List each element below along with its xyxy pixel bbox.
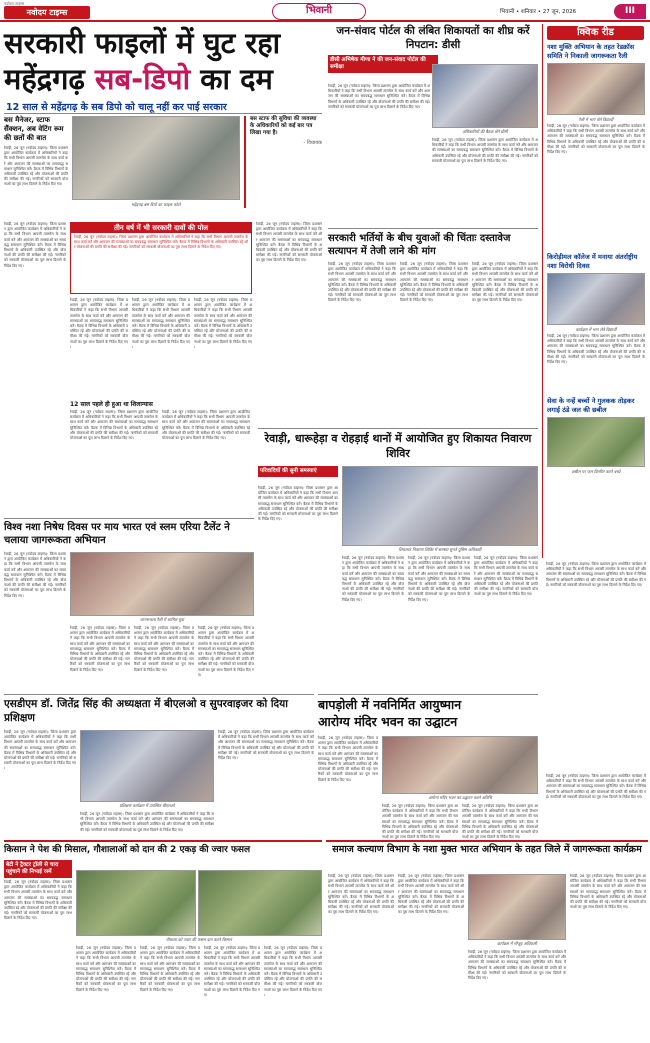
- quick-read-sidebar: [542, 24, 648, 558]
- dateline-date: 27 जून, 2026: [542, 9, 577, 15]
- tobacco-caption: जागरूकता रैली में शामिल युवा: [139, 617, 185, 622]
- camps-body-col3: रेवाड़ी, 26 जून (नवोदय टाइम्स): जिला प्रशासन द्वारा आयोजित कार्यक्रम में अधिकारियों ने कहा कि सभी विभाग आपसी तालमेल के साथ कार्य करें और आमजन की समस्याओं का समयबद्ध समाधान सुनिश्चित करें। बैठक में विभिन्न विभागों के अधिकारी उपस्थित रहे और योजनाओं की प्रगति की समीक्षा की गई। नागरिकों को सरकारी योजनाओं का पूरा लाभ दिलाने के निर्देश दिए गए।: [408, 556, 470, 602]
- aarogya-caption: आरोग्य मंदिर भवन का उद्घाटन करते अतिथि: [428, 795, 492, 800]
- youth-body-col2: रेवाड़ी, 26 जून (नवोदय टाइम्स): जिला प्रशासन द्वारा आयोजित कार्यक्रम में अधिकारियों ने कहा कि सभी विभाग आपसी तालमेल के साथ कार्य करें और आमजन की समस्याओं का समयबद्ध समाधान सुनिश्चित करें। बैठक में विभिन्न विभागों के अधिकारी उपस्थित रहे और योजनाओं की प्रगति की समीक्षा की गई। नागरिकों को सरकारी योजनाओं का पूरा लाभ दिलाने के निर्देश दिए गए।: [400, 262, 468, 303]
- sdm-body-col3: रेवाड़ी, 26 जून (नवोदय टाइम्स): जिला प्रशासन द्वारा आयोजित कार्यक्रम में अधिकारियों ने कहा कि सभी विभाग आपसी तालमेल के साथ कार्य करें और आमजन की समस्याओं का समयबद्ध समाधान सुनिश्चित करें। बैठक में विभिन्न विभागों के अधिकारी उपस्थित रहे और योजनाओं की प्रगति की समीक्षा की गई। नागरिकों को सरकारी योजनाओं का पूरा लाभ दिलाने के निर्देश दिए गए।: [218, 730, 314, 761]
- quick-read-item1-caption: रैली में भाग लेते विद्यार्थी: [578, 117, 614, 122]
- paper-name: नवोदय टाइम्स: [26, 8, 68, 17]
- lead-headline-line2: [4, 62, 322, 96]
- paper-name-badge: [4, 6, 90, 19]
- lead-body-col6: रेवाड़ी, 26 जून (नवोदय टाइम्स): जिला प्रशासन द्वारा आयोजित कार्यक्रम में अधिकारियों ने कहा कि सभी विभाग आपसी तालमेल के साथ कार्य करें और आमजन की समस्याओं का समयबद्ध समाधान सुनिश्चित करें। बैठक में विभिन्न विभागों के अधिकारी उपस्थित रहे और योजनाओं की प्रगति की समीक्षा की गई। नागरिकों को सरकारी योजनाओं का पूरा लाभ दिलाने के निर्देश दिए गए।: [162, 410, 250, 441]
- section-name-badge: [272, 3, 366, 20]
- camps-caption: शिकायत निवारण शिविर में समस्या सुनते पुलिस अधिकारी: [398, 547, 482, 552]
- lead-quote-box: [244, 116, 322, 208]
- farmer-body-col1: रेवाड़ी, 26 जून (नवोदय टाइम्स): जिला प्रशासन द्वारा आयोजित कार्यक्रम में अधिकारियों ने कहा कि सभी विभाग आपसी तालमेल के साथ कार्य करें और आमजन की समस्याओं का समयबद्ध समाधान सुनिश्चित करें। बैठक में विभिन्न विभागों के अधिकारी उपस्थित रहे और योजनाओं की प्रगति की समीक्षा की गई। नागरिकों को सरकारी योजनाओं का पूरा लाभ दिलाने के निर्देश दिए गए।: [4, 880, 72, 921]
- camps-photo: [342, 466, 538, 546]
- social-photo: [468, 874, 566, 940]
- social-body-col1: रेवाड़ी, 26 जून (नवोदय टाइम्स): जिला प्रशासन द्वारा आयोजित कार्यक्रम में अधिकारियों ने कहा कि सभी विभाग आपसी तालमेल के साथ कार्य करें और आमजन की समस्याओं का समयबद्ध समाधान सुनिश्चित करें। बैठक में विभिन्न विभागों के अधिकारी उपस्थित रहे और योजनाओं की प्रगति की समीक्षा की गई। नागरिकों को सरकारी योजनाओं का पूरा लाभ दिलाने के निर्देश दिए गए।: [328, 874, 394, 915]
- quick-read-item3-photo: [547, 417, 645, 467]
- lead-headline-place: महेंद्रगढ़: [4, 62, 85, 96]
- farmer-divider: [4, 840, 322, 842]
- aarogya-headline-line2: आरोग्य मंदिर भवन का उद्घाटन: [318, 714, 458, 729]
- camps-body-col1: रेवाड़ी, 26 जून (नवोदय टाइम्स): जिला प्रशासन द्वारा आयोजित कार्यक्रम में अधिकारियों ने कहा कि सभी विभाग आपसी तालमेल के साथ कार्य करें और आमजन की समस्याओं का समयबद्ध समाधान सुनिश्चित करें। बैठक में विभिन्न विभागों के अधिकारी उपस्थित रहे और योजनाओं की प्रगति की समीक्षा की गई। नागरिकों को सरकारी योजनाओं का पूरा लाभ दिलाने के निर्देश दिए गए।: [258, 486, 338, 522]
- top-label: नवोदय टाइम्स: [4, 1, 25, 6]
- quick-read-item3-caption: छबील पर जल वितरित करते बच्चे: [571, 469, 621, 474]
- youth-body-col1: रेवाड़ी, 26 जून (नवोदय टाइम्स): जिला प्रशासन द्वारा आयोजित कार्यक्रम में अधिकारियों ने कहा कि सभी विभाग आपसी तालमेल के साथ कार्य करें और आमजन की समस्याओं का समयबद्ध समाधान सुनिश्चित करें। बैठक में विभिन्न विभागों के अधिकारी उपस्थित रहे और योजनाओं की प्रगति की समीक्षा की गई। नागरिकों को सरकारी योजनाओं का पूरा लाभ दिलाने के निर्देश दिए गए।: [328, 262, 396, 303]
- quick-read-item1-photo: [547, 63, 645, 115]
- quick-read-item2-body: रेवाड़ी, 26 जून (नवोदय टाइम्स): जिला प्रशासन द्वारा आयोजित कार्यक्रम में अधिकारियों ने कहा कि सभी विभाग आपसी तालमेल के साथ कार्य करें और आमजन की समस्याओं का समयबद्ध समाधान सुनिश्चित करें। बैठक में विभिन्न विभागों के अधिकारी उपस्थित रहे और योजनाओं की प्रगति की समीक्षा की गई। नागरिकों को सरकारी योजनाओं का पूरा लाभ दिलाने के निर्देश दिए गए।: [547, 334, 645, 365]
- lead-body-col4: रेवाड़ी, 26 जून (नवोदय टाइम्स): जिला प्रशासन द्वारा आयोजित कार्यक्रम में अधिकारियों ने कहा कि सभी विभाग आपसी तालमेल के साथ कार्य करें और आमजन की समस्याओं का समयबद्ध समाधान सुनिश्चित करें। बैठक में विभिन्न विभागों के अधिकारी उपस्थित रहे और योजनाओं की प्रगति की समीक्षा की गई। नागरिकों को सरकारी योजनाओं का पूरा लाभ दिलाने के निर्देश दिए गए।: [194, 298, 252, 349]
- lead-body-col5: रेवाड़ी, 26 जून (नवोदय टाइम्स): जिला प्रशासन द्वारा आयोजित कार्यक्रम में अधिकारियों ने कहा कि सभी विभाग आपसी तालमेल के साथ कार्य करें और आमजन की समस्याओं का समयबद्ध समाधान सुनिश्चित करें। बैठक में विभिन्न विभागों के अधिकारी उपस्थित रहे और योजनाओं की प्रगति की समीक्षा की गई। नागरिकों को सरकारी योजनाओं का पूरा लाभ दिलाने के निर्देश दिए गए।: [70, 410, 158, 441]
- farmer-caption: गौशाला को ज्वार की फसल दान करते किसान: [165, 937, 233, 942]
- section-name: भिवानी: [306, 5, 332, 16]
- right-sidebar-body-lower: रेवाड़ी, 26 जून (नवोदय टाइम्स): जिला प्रशासन द्वारा आयोजित कार्यक्रम में अधिकारियों ने कहा कि सभी विभाग आपसी तालमेल के साथ कार्य करें और आमजन की समस्याओं का समयबद्ध समाधान सुनिश्चित करें। बैठक में विभिन्न विभागों के अधिकारी उपस्थित रहे और योजनाओं की प्रगति की समीक्षा की गई। नागरिकों को सरकारी योजनाओं का पूरा लाभ दिलाने के निर्देश दिए गए।: [546, 774, 646, 799]
- lead-photo-caption: महेंद्रगढ़ बस डिपो का फाइल फोटो: [131, 202, 181, 207]
- aarogya-body-col1: रेवाड़ी, 26 जून (नवोदय टाइम्स): जिला प्रशासन द्वारा आयोजित कार्यक्रम में अधिकारियों ने कहा कि सभी विभाग आपसी तालमेल के साथ कार्य करें और आमजन की समस्याओं का समयबद्ध समाधान सुनिश्चित करें। बैठक में विभिन्न विभागों के अधिकारी उपस्थित रहे और योजनाओं की प्रगति की समीक्षा की गई। नागरिकों को सरकारी योजनाओं का पूरा लाभ दिलाने के निर्देश दिए गए।: [318, 736, 378, 782]
- tobacco-body-col3: रेवाड़ी, 26 जून (नवोदय टाइम्स): जिला प्रशासन द्वारा आयोजित कार्यक्रम में अधिकारियों ने कहा कि सभी विभाग आपसी तालमेल के साथ कार्य करें और आमजन की समस्याओं का समयबद्ध समाधान सुनिश्चित करें। बैठक में विभिन्न विभागों के अधिकारी उपस्थित रहे और योजनाओं की प्रगति की समीक्षा की गई। नागरिकों को सरकारी योजनाओं का पूरा लाभ दिलाने के निर्देश दिए गए।: [134, 626, 194, 672]
- aarogya-photo: [382, 736, 538, 794]
- quick-read-item3-body: रेवाड़ी, 26 जून (नवोदय टाइम्स): जिला प्रशासन द्वारा आयोजित कार्यक्रम में अधिकारियों ने कहा कि सभी विभाग आपसी तालमेल के साथ कार्य करें और आमजन की समस्याओं का समयबद्ध समाधान सुनिश्चित करें। बैठक में विभिन्न विभागों के अधिकारी उपस्थित रहे और योजनाओं की प्रगति की समीक्षा की गई। नागरिकों को सरकारी योजनाओं का पूरा लाभ दिलाने के निर्देश दिए गए।: [546, 562, 646, 587]
- farmer-body-col2: रेवाड़ी, 26 जून (नवोदय टाइम्स): जिला प्रशासन द्वारा आयोजित कार्यक्रम में अधिकारियों ने कहा कि सभी विभाग आपसी तालमेल के साथ कार्य करें और आमजन की समस्याओं का समयबद्ध समाधान सुनिश्चित करें। बैठक में विभिन्न विभागों के अधिकारी उपस्थित रहे और योजनाओं की प्रगति की समीक्षा की गई। नागरिकों को सरकारी योजनाओं का पूरा लाभ दिलाने के निर्देश दिए गए।: [76, 946, 136, 992]
- tobacco-body-col4: रेवाड़ी, 26 जून (नवोदय टाइम्स): जिला प्रशासन द्वारा आयोजित कार्यक्रम में अधिकारियों ने कहा कि सभी विभाग आपसी तालमेल के साथ कार्य करें और आमजन की समस्याओं का समयबद्ध समाधान सुनिश्चित करें। बैठक में विभिन्न विभागों के अधिकारी उपस्थित रहे और योजनाओं की प्रगति की समीक्षा की गई। नागरिकों को सरकारी योजनाओं का पूरा लाभ दिलाने के निर्देश दिए गए।: [198, 626, 254, 677]
- lead-body-col1: रेवाड़ी, 26 जून (नवोदय टाइम्स): जिला प्रशासन द्वारा आयोजित कार्यक्रम में अधिकारियों ने कहा कि सभी विभाग आपसी तालमेल के साथ कार्य करें और आमजन की समस्याओं का समयबद्ध समाधान सुनिश्चित करें। बैठक में विभिन्न विभागों के अधिकारी उपस्थित रहे और योजनाओं की प्रगति की समीक्षा की गई। नागरिकों को सरकारी योजनाओं का पूरा लाभ दिलाने के निर्देश दिए गए।: [4, 222, 66, 268]
- farmer-photo-2: [198, 870, 322, 936]
- tobacco-body-col2: रेवाड़ी, 26 जून (नवोदय टाइम्स): जिला प्रशासन द्वारा आयोजित कार्यक्रम में अधिकारियों ने कहा कि सभी विभाग आपसी तालमेल के साथ कार्य करें और आमजन की समस्याओं का समयबद्ध समाधान सुनिश्चित करें। बैठक में विभिन्न विभागों के अधिकारी उपस्थित रहे और योजनाओं की प्रगति की समीक्षा की गई। नागरिकों को सरकारी योजनाओं का पूरा लाभ दिलाने के निर्देश दिए गए।: [70, 626, 130, 672]
- camps-divider: [258, 428, 538, 429]
- top-right-caption: अधिकारियों की बैठक लेते डीसी: [462, 129, 508, 134]
- lead-box-headline: तीन वर्ष में भी सरकारी दावों की पोल: [71, 223, 251, 233]
- lead-subhead: 12 साल से महेंद्रगढ़ के सब डिपो को चालू नहीं कर पाई सरकार: [6, 102, 227, 113]
- lead-quote-by: - विधायक: [303, 140, 322, 146]
- quick-read-item2-headline: किरोड़ीमल कॉलेज में मनाया अंतर्राष्ट्रीय नशा विरोधी दिवस: [547, 253, 638, 270]
- lead-box-subhead: 12 साल पहले ही हुआ था शिलान्यास: [70, 401, 153, 408]
- quick-read-item2-caption: कार्यक्रम में भाग लेते विद्यार्थी: [575, 327, 617, 332]
- masthead: [0, 0, 650, 22]
- lead-bullet: बस मैनेजर, स्टाफ सैंक्शन, अब वेटिंग रूम की छतों की बात: [4, 116, 64, 142]
- sdm-caption: प्रशिक्षण कार्यक्रम में उपस्थित बीएलओ: [119, 803, 175, 808]
- farmer-body-col5: रेवाड़ी, 26 जून (नवोदय टाइम्स): जिला प्रशासन द्वारा आयोजित कार्यक्रम में अधिकारियों ने कहा कि सभी विभाग आपसी तालमेल के साथ कार्य करें और आमजन की समस्याओं का समयबद्ध समाधान सुनिश्चित करें। बैठक में विभिन्न विभागों के अधिकारी उपस्थित रहे और योजनाओं की प्रगति की समीक्षा की गई। नागरिकों को सरकारी योजनाओं का पूरा लाभ दिलाने के निर्देश दिए गए।: [264, 946, 322, 997]
- top-right-body-col2: रेवाड़ी, 26 जून (नवोदय टाइम्स): जिला प्रशासन द्वारा आयोजित कार्यक्रम में अधिकारियों ने कहा कि सभी विभाग आपसी तालमेल के साथ कार्य करें और आमजन की समस्याओं का समयबद्ध समाधान सुनिश्चित करें। बैठक में विभिन्न विभागों के अधिकारी उपस्थित रहे और योजनाओं की प्रगति की समीक्षा की गई। नागरिकों को सरकारी योजनाओं का पूरा लाभ दिलाने के निर्देश दिए गए।: [432, 138, 538, 163]
- quick-read-item1-headline: नशा मुक्ति अभियान के तहत रेडक्रॉस समिति ने निकाली जागरूकता रैली: [547, 43, 635, 60]
- lead-box-body: रेवाड़ी, 26 जून (नवोदय टाइम्स): जिला प्रशासन द्वारा आयोजित कार्यक्रम में अधिकारियों ने कहा कि सभी विभाग आपसी तालमेल के साथ कार्य करें और आमजन की समस्याओं का समयबद्ध समाधान सुनिश्चित करें। बैठक में विभिन्न विभागों के अधिकारी उपस्थित रहे और योजनाओं की प्रगति की समीक्षा की गई। नागरिकों को सरकारी योजनाओं का पूरा लाभ दिलाने के निर्देश दिए गए।: [74, 235, 248, 250]
- lead-body-col2: रेवाड़ी, 26 जून (नवोदय टाइम्स): जिला प्रशासन द्वारा आयोजित कार्यक्रम में अधिकारियों ने कहा कि सभी विभाग आपसी तालमेल के साथ कार्य करें और आमजन की समस्याओं का समयबद्ध समाधान सुनिश्चित करें। बैठक में विभिन्न विभागों के अधिकारी उपस्थित रहे और योजनाओं की प्रगति की समीक्षा की गई। नागरिकों को सरकारी योजनाओं का पूरा लाभ दिलाने के निर्देश दिए गए।: [70, 298, 128, 349]
- lead-story: [4, 26, 322, 222]
- tobacco-body-col1: रेवाड़ी, 26 जून (नवोदय टाइम्स): जिला प्रशासन द्वारा आयोजित कार्यक्रम में अधिकारियों ने कहा कि सभी विभाग आपसी तालमेल के साथ कार्य करें और आमजन की समस्याओं का समयबद्ध समाधान सुनिश्चित करें। बैठक में विभिन्न विभागों के अधिकारी उपस्थित रहे और योजनाओं की प्रगति की समीक्षा की गई। नागरिकों को सरकारी योजनाओं का पूरा लाभ दिलाने के निर्देश दिए गए।: [4, 552, 66, 598]
- farmer-subhead: बेटी ने ट्रैक्टर ट्रॉली से चारा पहुंचाने की निभाई रस्में: [4, 860, 72, 878]
- camps-subhead: परिवादियों की सुनी समस्याएं: [258, 466, 338, 477]
- top-right-subhead: डीसी अभिषेक मीणा ने की जन-संवाद पोर्टल की समीक्षा: [328, 55, 438, 73]
- sdm-photo: [80, 730, 214, 802]
- sdm-body-col1: रेवाड़ी, 26 जून (नवोदय टाइम्स): जिला प्रशासन द्वारा आयोजित कार्यक्रम में अधिकारियों ने कहा कि सभी विभाग आपसी तालमेल के साथ कार्य करें और आमजन की समस्याओं का समयबद्ध समाधान सुनिश्चित करें। बैठक में विभिन्न विभागों के अधिकारी उपस्थित रहे और योजनाओं की प्रगति की समीक्षा की गई। नागरिकों को सरकारी योजनाओं का पूरा लाभ दिलाने के निर्देश दिए गए।: [4, 730, 77, 771]
- dateline-city: भिवानी: [500, 9, 515, 15]
- farmer-body-col3: रेवाड़ी, 26 जून (नवोदय टाइम्स): जिला प्रशासन द्वारा आयोजित कार्यक्रम में अधिकारियों ने कहा कि सभी विभाग आपसी तालमेल के साथ कार्य करें और आमजन की समस्याओं का समयबद्ध समाधान सुनिश्चित करें। बैठक में विभिन्न विभागों के अधिकारी उपस्थित रहे और योजनाओं की प्रगति की समीक्षा की गई। नागरिकों को सरकारी योजनाओं का पूरा लाभ दिलाने के निर्देश दिए गए।: [140, 946, 200, 992]
- youth-headline: सरकारी भर्तियों के बीच युवाओं की चिंताः दस्तावेज सत्यापन में तेजी लाने की मांग: [328, 233, 511, 257]
- aarogya-headline-line1: बापड़ोली में नवनिर्मित आयुष्मान: [318, 697, 462, 712]
- quick-read-title: क्विक रीड: [547, 26, 644, 40]
- top-right-photo: [432, 64, 538, 128]
- social-caption: कार्यक्रम में मौजूद अधिकारी: [497, 941, 537, 946]
- social-divider: [326, 840, 648, 842]
- lead-body-col7: रेवाड़ी, 26 जून (नवोदय टाइम्स): जिला प्रशासन द्वारा आयोजित कार्यक्रम में अधिकारियों ने कहा कि सभी विभाग आपसी तालमेल के साथ कार्य करें और आमजन की समस्याओं का समयबद्ध समाधान सुनिश्चित करें। बैठक में विभिन्न विभागों के अधिकारी उपस्थित रहे और योजनाओं की प्रगति की समीक्षा की गई। नागरिकों को सरकारी योजनाओं का पूरा लाभ दिलाने के निर्देश दिए गए।: [256, 222, 322, 263]
- top-right-body-col1: रेवाड़ी, 26 जून (नवोदय टाइम्स): जिला प्रशासन द्वारा आयोजित कार्यक्रम में अधिकारियों ने कहा कि सभी विभाग आपसी तालमेल के साथ कार्य करें और आमजन की समस्याओं का समयबद्ध समाधान सुनिश्चित करें। बैठक में विभिन्न विभागों के अधिकारी उपस्थित रहे और योजनाओं की प्रगति की समीक्षा की गई। नागरिकों को सरकारी योजनाओं का पूरा लाभ दिलाने के निर्देश दिए गए।: [328, 84, 430, 109]
- page-number-badge: [614, 4, 646, 19]
- social-headline: समाज कल्याण विभाग के नशा मुक्त भारत अभियान के तहत जिले में जागरूकता कार्यक्रम: [332, 844, 642, 855]
- tobacco-headline: विश्व नशा निषेध दिवस पर माय भारत एवं स्लम एरिया टैलेंट ने चलाया जागरूकता अभियान: [4, 522, 230, 546]
- youth-divider: [328, 228, 538, 229]
- quick-read-item1-body: रेवाड़ी, 26 जून (नवोदय टाइम्स): जिला प्रशासन द्वारा आयोजित कार्यक्रम में अधिकारियों ने कहा कि सभी विभाग आपसी तालमेल के साथ कार्य करें और आमजन की समस्याओं का समयबद्ध समाधान सुनिश्चित करें। बैठक में विभिन्न विभागों के अधिकारी उपस्थित रहे और योजनाओं की प्रगति की समीक्षा की गई। नागरिकों को सरकारी योजनाओं का पूरा लाभ दिलाने के निर्देश दिए गए।: [547, 124, 645, 155]
- youth-body-col3: रेवाड़ी, 26 जून (नवोदय टाइम्स): जिला प्रशासन द्वारा आयोजित कार्यक्रम में अधिकारियों ने कहा कि सभी विभाग आपसी तालमेल के साथ कार्य करें और आमजन की समस्याओं का समयबद्ध समाधान सुनिश्चित करें। बैठक में विभिन्न विभागों के अधिकारी उपस्थित रहे और योजनाओं की प्रगति की समीक्षा की गई। नागरिकों को सरकारी योजनाओं का पूरा लाभ दिलाने के निर्देश दिए गए।: [472, 262, 538, 303]
- social-body-col2: रेवाड़ी, 26 जून (नवोदय टाइम्स): जिला प्रशासन द्वारा आयोजित कार्यक्रम में अधिकारियों ने कहा कि सभी विभाग आपसी तालमेल के साथ कार्य करें और आमजन की समस्याओं का समयबद्ध समाधान सुनिश्चित करें। बैठक में विभिन्न विभागों के अधिकारी उपस्थित रहे और योजनाओं की प्रगति की समीक्षा की गई। नागरिकों को सरकारी योजनाओं का पूरा लाभ दिलाने के निर्देश दिए गए।: [398, 874, 464, 915]
- lead-bullet-box: [4, 116, 68, 220]
- lead-photo: [72, 116, 240, 200]
- page-number: III: [624, 6, 636, 16]
- lead-body-col3: रेवाड़ी, 26 जून (नवोदय टाइम्स): जिला प्रशासन द्वारा आयोजित कार्यक्रम में अधिकारियों ने कहा कि सभी विभाग आपसी तालमेल के साथ कार्य करें और आमजन की समस्याओं का समयबद्ध समाधान सुनिश्चित करें। बैठक में विभिन्न विभागों के अधिकारी उपस्थित रहे और योजनाओं की प्रगति की समीक्षा की गई। नागरिकों को सरकारी योजनाओं का पूरा लाभ दिलाने के निर्देश दिए गए।: [132, 298, 190, 349]
- lead-red-box: [70, 222, 252, 294]
- lead-headline-end: का दम: [200, 62, 273, 96]
- dateline-day: शनिवार: [521, 9, 536, 15]
- camps-body-col4: रेवाड़ी, 26 जून (नवोदय टाइम्स): जिला प्रशासन द्वारा आयोजित कार्यक्रम में अधिकारियों ने कहा कि सभी विभाग आपसी तालमेल के साथ कार्य करें और आमजन की समस्याओं का समयबद्ध समाधान सुनिश्चित करें। बैठक में विभिन्न विभागों के अधिकारी उपस्थित रहे और योजनाओं की प्रगति की समीक्षा की गई। नागरिकों को सरकारी योजनाओं का पूरा लाभ दिलाने के निर्देश दिए गए।: [474, 556, 538, 597]
- aarogya-body-col2: रेवाड़ी, 26 जून (नवोदय टाइम्स): जिला प्रशासन द्वारा आयोजित कार्यक्रम में अधिकारियों ने कहा कि सभी विभाग आपसी तालमेल के साथ कार्य करें और आमजन की समस्याओं का समयबद्ध समाधान सुनिश्चित करें। बैठक में विभिन्न विभागों के अधिकारी उपस्थित रहे और योजनाओं की प्रगति की समीक्षा की गई। नागरिकों को सरकारी योजनाओं का पूरा लाभ दिलाने के निर्देश दिए गए।: [382, 804, 458, 840]
- lead-headline-line1: सरकारी फाइलों में घुट रहा: [4, 26, 281, 60]
- tobacco-divider: [4, 518, 254, 519]
- camps-body-col2: रेवाड़ी, 26 जून (नवोदय टाइम्स): जिला प्रशासन द्वारा आयोजित कार्यक्रम में अधिकारियों ने कहा कि सभी विभाग आपसी तालमेल के साथ कार्य करें और आमजन की समस्याओं का समयबद्ध समाधान सुनिश्चित करें। बैठक में विभिन्न विभागों के अधिकारी उपस्थित रहे और योजनाओं की प्रगति की समीक्षा की गई। नागरिकों को सरकारी योजनाओं का पूरा लाभ दिलाने के निर्देश दिए गए।: [342, 556, 404, 602]
- social-body-col4: रेवाड़ी, 26 जून (नवोदय टाइम्स): जिला प्रशासन द्वारा आयोजित कार्यक्रम में अधिकारियों ने कहा कि सभी विभाग आपसी तालमेल के साथ कार्य करें और आमजन की समस्याओं का समयबद्ध समाधान सुनिश्चित करें। बैठक में विभिन्न विभागों के अधिकारी उपस्थित रहे और योजनाओं की प्रगति की समीक्षा की गई। नागरिकों को सरकारी योजनाओं का पूरा लाभ दिलाने के निर्देश दिए गए।: [570, 874, 646, 910]
- quick-read-item3-headline: सेवा के नन्हें बच्चों ने गुलकक तोड़कर लगाई ठंडे जल की छबील: [547, 397, 635, 414]
- top-right-headline: जन-संवाद पोर्टल की लंबित शिकायतों का शीघ्र करें निपटान: डीसी: [336, 25, 530, 51]
- farmer-headline: किसान ने पेश की मिसाल, गौशालाओं को दान की 2 एकड़ की ज्वार फसल: [4, 845, 251, 855]
- lead-bullet-body: रेवाड़ी, 26 जून (नवोदय टाइम्स): जिला प्रशासन द्वारा आयोजित कार्यक्रम में अधिकारियों ने कहा कि सभी विभाग आपसी तालमेल के साथ कार्य करें और आमजन की समस्याओं का समयबद्ध समाधान सुनिश्चित करें। बैठक में विभिन्न विभागों के अधिकारी उपस्थित रहे और योजनाओं की प्रगति की समीक्षा की गई। नागरिकों को सरकारी योजनाओं का पूरा लाभ दिलाने के निर्देश दिए गए।: [4, 146, 68, 187]
- sdm-headline: एसडीएम डॉ. जितेंद्र सिंह की अध्यक्षता में बीएलओ व सुपरवाइजर को दिया प्रशिक्षण: [4, 698, 288, 724]
- sdm-body-col2: रेवाड़ी, 26 जून (नवोदय टाइम्स): जिला प्रशासन द्वारा आयोजित कार्यक्रम में अधिकारियों ने कहा कि सभी विभाग आपसी तालमेल के साथ कार्य करें और आमजन की समस्याओं का समयबद्ध समाधान सुनिश्चित करें। बैठक में विभिन्न विभागों के अधिकारी उपस्थित रहे और योजनाओं की प्रगति की समीक्षा की गई। नागरिकों को सरकारी योजनाओं का पूरा लाभ दिलाने के निर्देश दिए गए।: [80, 812, 214, 832]
- lead-quote: बस स्टाफ की सुविधा की व्यवस्था के अधिकारियों को कई बार पत्र लिखा गया है।: [250, 116, 317, 136]
- farmer-body-col4: रेवाड़ी, 26 जून (नवोदय टाइम्स): जिला प्रशासन द्वारा आयोजित कार्यक्रम में अधिकारियों ने कहा कि सभी विभाग आपसी तालमेल के साथ कार्य करें और आमजन की समस्याओं का समयबद्ध समाधान सुनिश्चित करें। बैठक में विभिन्न विभागों के अधिकारी उपस्थित रहे और योजनाओं की प्रगति की समीक्षा की गई। नागरिकों को सरकारी योजनाओं का पूरा लाभ दिलाने के निर्देश दिए गए।: [204, 946, 260, 997]
- farmer-photo-1: [76, 870, 196, 936]
- aarogya-divider: [318, 694, 538, 695]
- camps-headline: रेवाड़ी, धारूहेड़ा व रोहड़ाई थानों में आयोजित हुए शिकायत निवारण शिविर: [264, 432, 532, 460]
- lead-headline-highlight: सब-डिपो: [94, 62, 191, 96]
- tobacco-photo: [70, 552, 254, 616]
- lead-divider: [4, 113, 322, 114]
- sdm-divider: [4, 694, 314, 695]
- quick-read-item2-photo: [547, 273, 645, 325]
- social-body-col3: रेवाड़ी, 26 जून (नवोदय टाइम्स): जिला प्रशासन द्वारा आयोजित कार्यक्रम में अधिकारियों ने कहा कि सभी विभाग आपसी तालमेल के साथ कार्य करें और आमजन की समस्याओं का समयबद्ध समाधान सुनिश्चित करें। बैठक में विभिन्न विभागों के अधिकारी उपस्थित रहे और योजनाओं की प्रगति की समीक्षा की गई। नागरिकों को सरकारी योजनाओं का पूरा लाभ दिलाने के निर्देश दिए गए।: [468, 950, 566, 981]
- dateline: भिवानी • शनिवार • 27 जून, 2026: [500, 9, 577, 15]
- aarogya-body-col3: रेवाड़ी, 26 जून (नवोदय टाइम्स): जिला प्रशासन द्वारा आयोजित कार्यक्रम में अधिकारियों ने कहा कि सभी विभाग आपसी तालमेल के साथ कार्य करें और आमजन की समस्याओं का समयबद्ध समाधान सुनिश्चित करें। बैठक में विभिन्न विभागों के अधिकारी उपस्थित रहे और योजनाओं की प्रगति की समीक्षा की गई। नागरिकों को सरकारी योजनाओं का पूरा लाभ दिलाने के निर्देश दिए गए।: [462, 804, 538, 840]
